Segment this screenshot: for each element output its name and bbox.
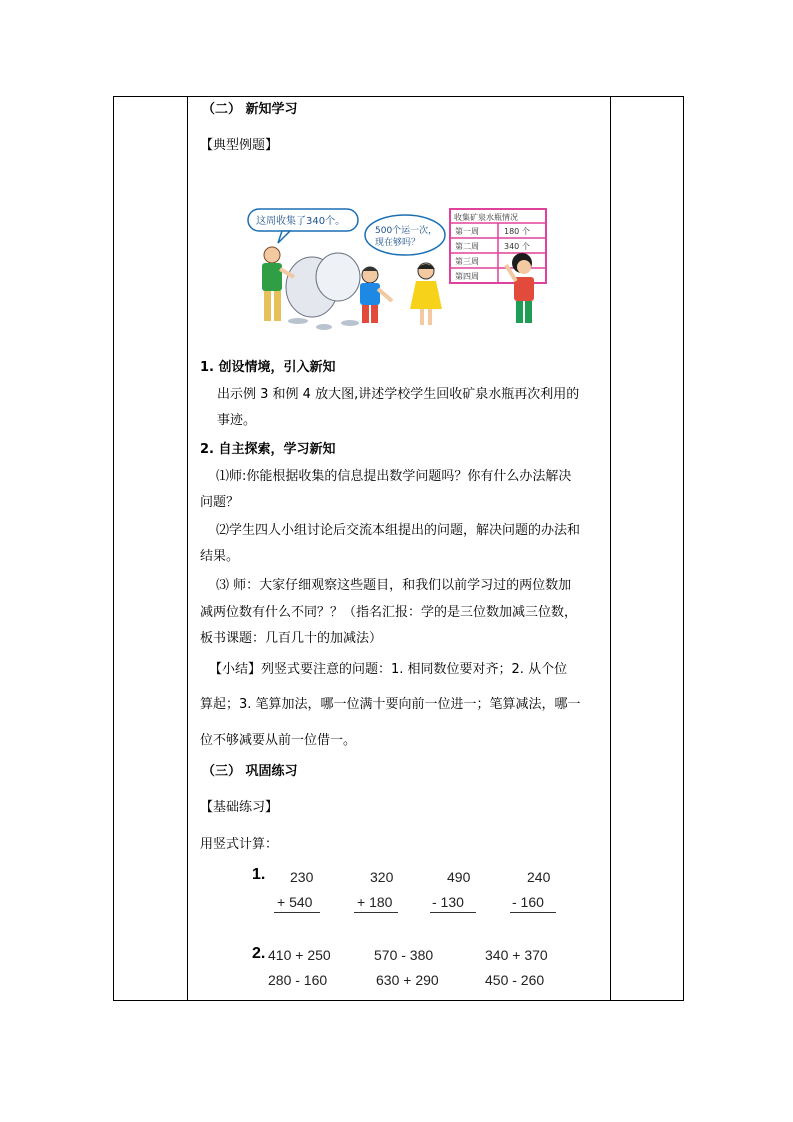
board-count-2: 340 个 — [504, 242, 530, 251]
q2-row2-expr2: 630 + 290 — [376, 972, 439, 988]
girl-figure-icon — [410, 263, 442, 325]
q1-item4-rule — [510, 912, 556, 913]
q1-item1-rule — [274, 912, 320, 913]
q1-item3-top: 490 — [447, 869, 471, 885]
board-week-4: 第四周 — [455, 272, 479, 281]
example-illustration — [222, 205, 568, 339]
para1-line2: 问题？ — [200, 495, 240, 510]
q2-row1-expr3: 340 + 370 — [485, 947, 548, 963]
summary-line2: 算起；3. 笔算加法，哪一位满十要向前一位进一；笔算减法，哪一 — [200, 697, 581, 712]
board-week-3: 第三周 — [455, 257, 479, 266]
speech-bubble-tail — [278, 231, 290, 243]
board-week-2: 第二周 — [455, 242, 479, 251]
q1-item4-top: 240 — [527, 869, 551, 885]
bubble-right-line1: 500个运一次， — [375, 226, 438, 236]
para3-line1: ⑶ 师：大家仔细观察这些题目，和我们以前学习过的两位数加 — [216, 578, 572, 593]
summary-line1: 【小结】列竖式要注意的问题：1. 相同数位要对齐；2. 从个位 — [209, 662, 568, 677]
step2-title: 2. 自主探索，学习新知 — [200, 442, 336, 457]
lesson-table — [113, 96, 684, 1001]
q1-item4-bottom: - 160 — [512, 894, 544, 910]
bottle-icon — [288, 318, 308, 324]
para2-line2: 结果。 — [200, 549, 240, 564]
para3-line2: 减两位数有什么不同？？（指名汇报：学的是三位数加减三位数， — [200, 605, 578, 620]
section2-heading: （二） 新知学习 — [202, 102, 298, 117]
step1-title: 1. 创设情境，引入新知 — [200, 360, 336, 375]
q2-row1-expr1: 410 + 250 — [268, 947, 331, 963]
board-title: 收集矿泉水瓶情况 — [454, 213, 518, 222]
bottle-icon — [341, 320, 359, 326]
boy-figure-icon — [360, 267, 392, 323]
para3-line3: 板书课题：几百几十的加减法） — [200, 631, 383, 646]
q1-item3-bottom: - 130 — [432, 894, 464, 910]
practice-instruction: 用竖式计算： — [200, 837, 279, 852]
board-count-1: 180 个 — [504, 227, 530, 236]
bottle-icon — [316, 324, 332, 330]
bottle-bag-icon — [316, 253, 360, 301]
q2-label: 2. — [252, 945, 266, 962]
bubble-left-text: 这周收集了340个。 — [256, 216, 346, 227]
q1-label: 1. — [252, 866, 266, 883]
q1-item2-bottom: + 180 — [357, 894, 393, 910]
example-title: 【典型例题】 — [200, 138, 279, 153]
q1-item3-rule — [430, 912, 476, 913]
bubble-right-line2: 现在够吗？ — [375, 238, 421, 248]
column-divider-right — [610, 97, 611, 1000]
para1-line1: ⑴师:你能根据收集的信息提出数学问题吗？你有什么办法解决 — [216, 469, 572, 484]
board-week-1: 第一周 — [455, 227, 479, 236]
column-divider-left — [187, 97, 188, 1000]
q2-row2-expr1: 280 - 160 — [268, 972, 328, 988]
q1-item1-top: 230 — [290, 869, 314, 885]
basic-practice-title: 【基础练习】 — [200, 800, 279, 815]
q1-item2-top: 320 — [370, 869, 394, 885]
step1-line1: 出示例 3 和例 4 放大图,讲述学校学生回收矿泉水瓶再次利用的 — [217, 387, 580, 402]
q1-item1-bottom: + 540 — [277, 894, 313, 910]
q1-item2-rule — [354, 912, 398, 913]
summary-line3: 位不够减要从前一位借一。 — [200, 733, 357, 748]
collection-board — [450, 209, 546, 283]
q2-row1-expr2: 570 - 380 — [374, 947, 434, 963]
step1-line2: 事迹。 — [217, 413, 257, 428]
q2-row2-expr3: 450 - 260 — [485, 972, 545, 988]
section3-heading: （三） 巩固练习 — [202, 764, 298, 779]
para2-line1: ⑵学生四人小组讨论后交流本组提出的问题，解决问题的办法和 — [216, 523, 581, 538]
